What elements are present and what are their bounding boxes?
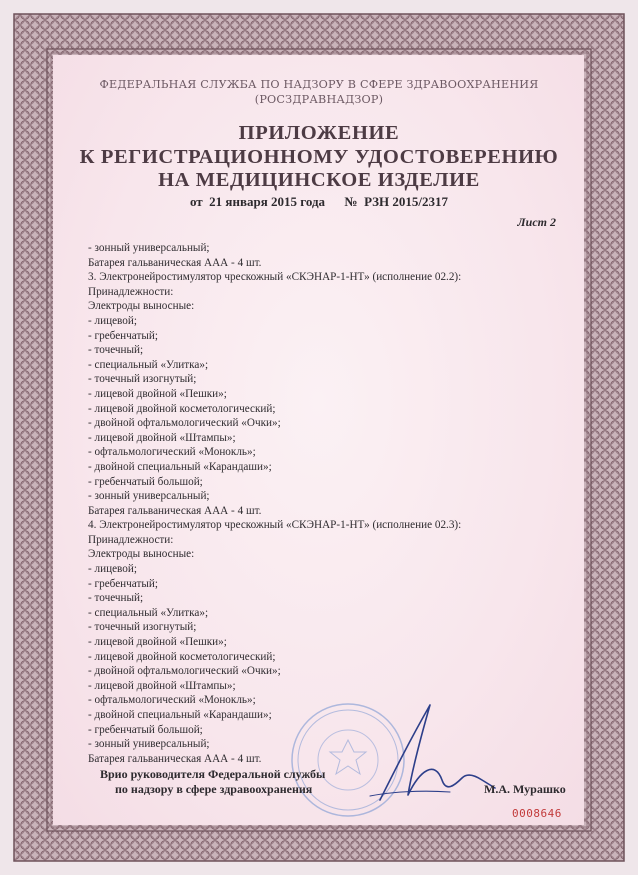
list-line: - двойной офтальмологический «Очки»; <box>88 665 281 678</box>
list-line: Принадлежности: <box>88 533 174 546</box>
list-line: - зонный универсальный; <box>88 738 210 751</box>
date-and-number: от 21 января 2015 года № РЗН 2015/2317 <box>189 194 449 209</box>
list-line: Батарея гальваническая ААА - 4 шт. <box>88 256 262 269</box>
list-line: - лицевой двойной «Штампы»; <box>88 679 236 692</box>
list-line: - двойной специальный «Карандаши»; <box>88 460 272 473</box>
list-line: - двойной офтальмологический «Очки»; <box>88 417 281 430</box>
agency-abbreviation: (РОСЗДРАВНАДЗОР) <box>254 93 384 106</box>
list-line: - гребенчатый; <box>88 329 158 342</box>
list-line: - гребенчатый большой; <box>88 475 203 488</box>
list-line: Батарея гальваническая ААА - 4 шт. <box>88 752 262 765</box>
sheet-number: Лист 2 <box>517 215 556 229</box>
device-list <box>88 241 568 766</box>
list-line: - точечный; <box>88 592 144 605</box>
list-line: - лицевой двойной косметологический; <box>88 650 276 663</box>
list-line: - специальный «Улитка»; <box>88 606 209 619</box>
list-line: 4. Электронейростимулятор чрескожный «СКЭНАР-1-НТ» (исполнение 02.3): <box>88 519 462 532</box>
list-line: - специальный «Улитка»; <box>88 358 209 371</box>
document-subtitle-line2: НА МЕДИЦИНСКОЕ ИЗДЕЛИЕ <box>158 169 480 191</box>
list-line: - гребенчатый; <box>88 577 158 590</box>
list-line: - офтальмологический «Монокль»; <box>88 694 256 707</box>
document-subtitle-line1: К РЕГИСТРАЦИОННОМУ УДОСТОВЕРЕНИЮ <box>79 146 559 168</box>
list-line: - лицевой двойной косметологический; <box>88 402 276 415</box>
signatory-title-line1: Врио руководителя Федеральной службы <box>100 767 326 781</box>
list-line: Электроды выносные: <box>88 300 195 313</box>
list-line: - зонный универсальный; <box>88 490 210 503</box>
list-line: - гребенчатый большой; <box>88 723 203 736</box>
list-line: Электроды выносные: <box>88 548 195 561</box>
list-line: - точечный; <box>88 344 144 357</box>
list-line: - лицевой; <box>88 563 137 576</box>
agency-name: ФЕДЕРАЛЬНАЯ СЛУЖБА ПО НАДЗОРУ В СФЕРЕ ЗДРАВООХРАНЕНИЯ <box>99 78 539 91</box>
serial-number: 0008646 <box>512 807 562 820</box>
signatory-title-line2: по надзору в сфере здравоохранения <box>115 782 313 796</box>
list-line: - двойной специальный «Карандаши»; <box>88 709 272 721</box>
list-line: 3. Электронейростимулятор чрескожный «СКЭНАР-1-НТ» (исполнение 02.2): <box>88 271 462 284</box>
document-title: ПРИЛОЖЕНИЕ <box>238 122 400 144</box>
list-line: - лицевой двойной «Штампы»; <box>88 431 236 444</box>
list-line: - лицевой; <box>88 314 137 327</box>
list-line: - лицевой двойной «Пешки»; <box>88 636 227 649</box>
list-line: - зонный универсальный; <box>88 242 210 254</box>
list-line: - точечный изогнутый; <box>88 621 197 634</box>
list-line: - лицевой двойной «Пешки»; <box>88 387 227 400</box>
list-line: Принадлежности: <box>88 285 174 298</box>
list-line: Батарея гальваническая ААА - 4 шт. <box>88 504 262 517</box>
signatory-name: М.А. Мурашко <box>484 782 566 796</box>
list-line: - офтальмологический «Монокль»; <box>88 446 256 459</box>
signature-mark <box>350 700 500 810</box>
list-line: - точечный изогнутый; <box>88 373 197 386</box>
